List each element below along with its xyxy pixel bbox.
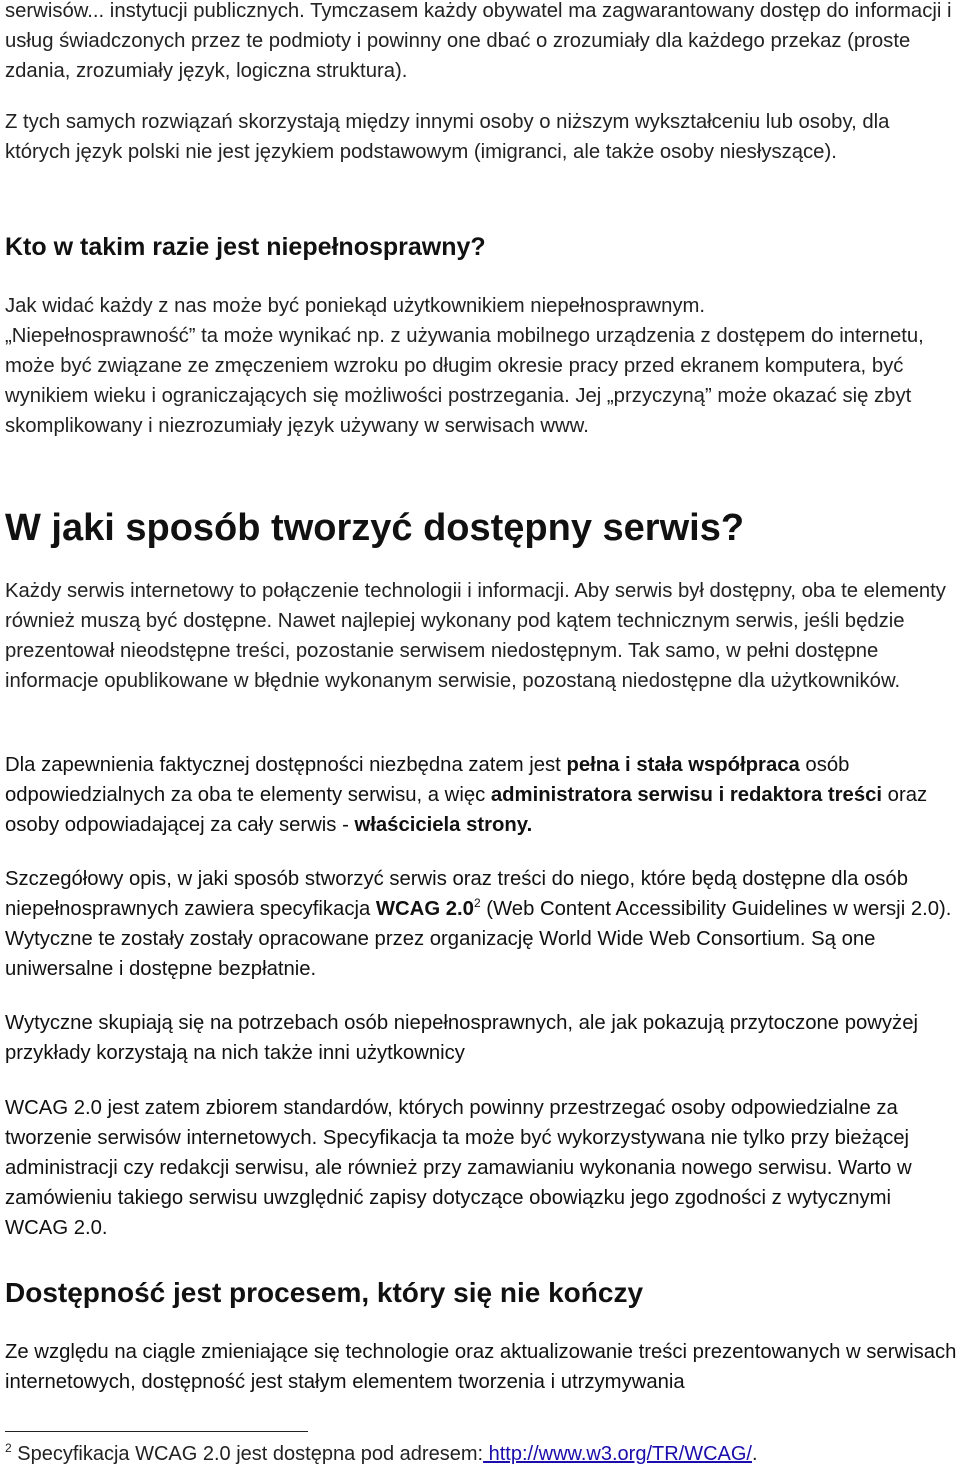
bold-site-owner: właściciela strony [354, 814, 527, 836]
bold-wcag: WCAG 2.0 [375, 898, 474, 920]
footnote-trail: . [752, 1443, 758, 1465]
footnote-ref: 2 [473, 896, 481, 910]
footnote-separator [5, 1431, 308, 1432]
paragraph-changing-tech: Ze względu na ciągle zmieniające się technologie oraz aktualizowanie treści prezentowanych w serwisach internetowych, dostępność jest stałym elementem tworzenia i utrzymywania [5, 1341, 957, 1393]
paragraph-everyone-disabled-line1: Jak widać każdy z nas może być poniekąd użytkownikiem niepełnosprawnym. [5, 295, 706, 317]
text-period: . [526, 814, 533, 836]
paragraph-cooperation [5, 750, 957, 840]
text-span: oraz osoby odpowiadającej za cały serwis - [5, 784, 928, 836]
paragraph-technology-information: Każdy serwis internetowy to połączenie technologii i informacji. Aby serwis był dostępny, oba te elementy również muszą być dostępne. Nawet najlepiej wykonany pod kątem technicznym serwis, jeśli będzie prezentował nieodstępne treści, pozostanie serwisem niedostępnym. Tak samo, w pełni dostępne informacje opublikowane w błędnie wykonanym serwisie, pozostaną niedostępne dla użytkowników. [5, 580, 946, 692]
heading-how-to-build: W jaki sposób tworzyć dostępny serwis? [5, 507, 745, 549]
paragraph-other-users: Z tych samych rozwiązań skorzystają między innymi osoby o niższym wykształceniu lub osoby, dla których język polski nie jest językiem podstawowym (imigranci, ale także osoby niesłyszące). [5, 111, 890, 163]
text-span: osób odpowiedzialnych za oba te elementy serwisu, a więc [5, 754, 850, 806]
paragraph-everyone-disabled: „Niepełnosprawność” ta może wynikać np. z używania mobilnego urządzenia z dostępem do internetu, może być związane ze zmęczeniem wzroku po długim okresie pracy przed ekranem komputera, być wynikiem wieku i ograniczających się możliwości postrzegania. Jej „przyczyną” może okazać się zbyt skomplikowany i niezrozumiały język używany w serwisach www. [5, 325, 924, 437]
paragraph-intro: serwisów... instytucji publicznych. Tymczasem każdy obywatel ma zagwarantowany dostęp do informacji i usług świadczonych przez te podmioty i powinny one dbać o zrozumiały dla każdego przekaz (proste zdania, zrozumiały język, logiczna struktura). [5, 0, 952, 82]
footnote-number: 2 [5, 1441, 12, 1455]
footnote-text: Specyfikacja WCAG 2.0 jest dostępna pod adresem: [17, 1443, 484, 1465]
text-span: (Web Content Accessibility Guidelines w wersji 2.0). Wytyczne te zostały zostały opracowane przez organizację World Wide Web Consortium. Są one uniwersalne i dostępne bezpłatnie. [5, 898, 952, 980]
paragraph-wcag-standards: WCAG 2.0 jest zatem zbiorem standardów, których powinny przestrzegać osoby odpowiedzialne za tworzenie serwisów internetowych. Specyfikacja ta może być wykorzystywana nie tylko przy bieżącej administracji czy redakcji serwisu, ale również przy zamawianiu wykonania nowego serwisu. Warto w zamówieniu takiego serwisu uwzględnić zapisy dotyczące obowiązku jego zgodności z wytycznymi WCAG 2.0. [5, 1097, 912, 1239]
wcag-link[interactable]: http://www.w3.org/TR/WCAG/ [483, 1443, 752, 1465]
heading-who-is-disabled: Kto w takim razie jest niepełnosprawny? [5, 233, 486, 261]
bold-admin-editor: administratora serwisu i redaktora treści [490, 784, 883, 806]
paragraph-wcag-spec [5, 864, 957, 984]
bold-cooperation: pełna i stała współpraca [566, 754, 800, 776]
text-span: Szczegółowy opis, w jaki sposób stworzyć serwis oraz treści do niego, które będą dostępne dla osób niepełnosprawnych zawiera specyfikacja [5, 868, 908, 920]
heading-ongoing-process: Dostępność jest procesem, który się nie kończy [5, 1277, 644, 1308]
paragraph-guidelines-focus: Wytyczne skupiają się na potrzebach osób niepełnosprawnych, ale jak pokazują przytoczone powyżej przykłady korzystają na nich także inni użytkownicy [5, 1012, 918, 1064]
footnote [5, 1441, 758, 1467]
text-span: Dla zapewnienia faktycznej dostępności niezbędna zatem jest [5, 754, 567, 776]
